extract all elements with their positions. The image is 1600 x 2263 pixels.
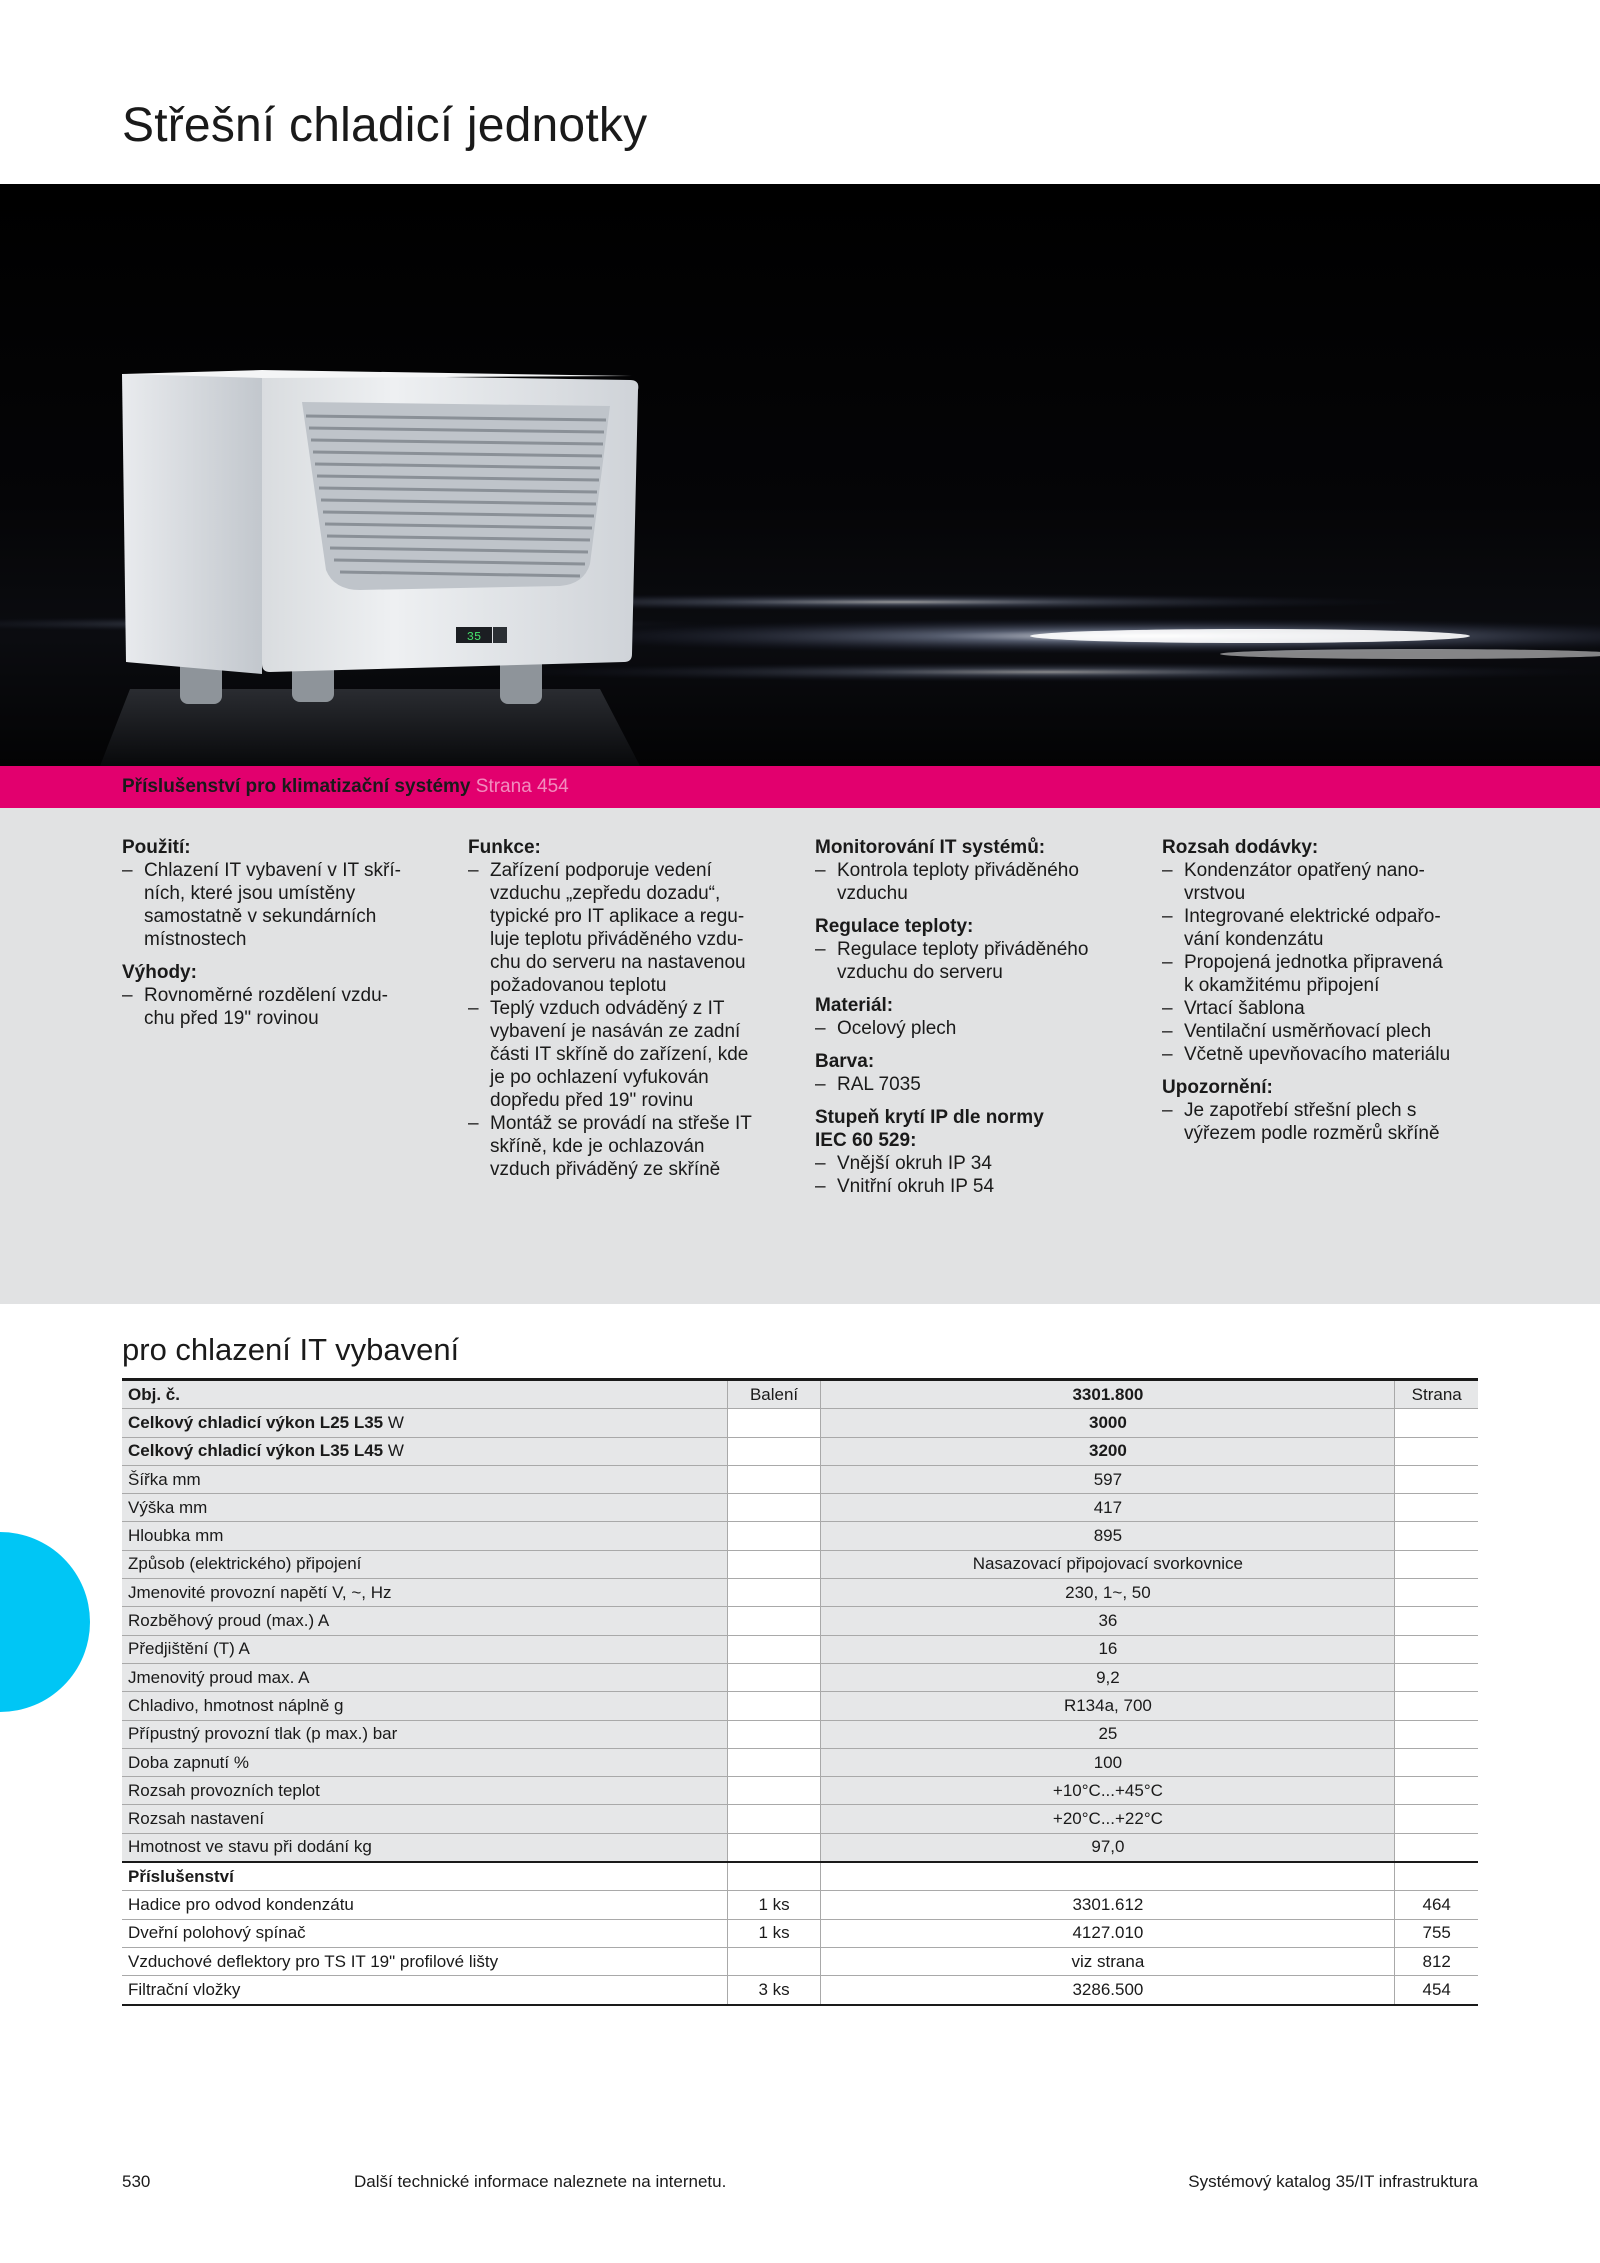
spec-row	[122, 1579, 1478, 1607]
spec-page	[1395, 1720, 1478, 1748]
spec-value: 895	[821, 1522, 1395, 1550]
spec-label-text: Chladivo, hmotnost náplně g	[128, 1695, 344, 1715]
spec-packaging	[727, 1663, 821, 1691]
info-heading: Regulace teploty:	[815, 916, 974, 937]
spec-page	[1395, 1777, 1478, 1805]
empty-cell	[1395, 1862, 1478, 1891]
spec-packaging	[727, 1748, 821, 1776]
spec-label	[122, 1720, 727, 1748]
spec-value: +20°C...+22°C	[821, 1805, 1395, 1833]
spec-label	[122, 1409, 727, 1437]
accessory-bar-page-ref[interactable]: Strana 454	[475, 776, 569, 797]
accessory-row	[122, 1947, 1478, 1975]
spec-label	[122, 1663, 727, 1691]
info-list-item: – Chlazení IT vybavení v IT skří- ních, které jsou umístěny samostatně v sekundárních místnostech	[122, 859, 442, 951]
accessory-page[interactable]: 464	[1395, 1891, 1478, 1919]
accessory-order-no: 4127.010	[821, 1919, 1395, 1947]
spec-page	[1395, 1833, 1478, 1862]
info-heading: Materiál:	[815, 995, 894, 1016]
info-list-item: – Kontrola teploty přiváděného vzduchu	[815, 859, 1135, 905]
info-heading: Barva:	[815, 1051, 875, 1072]
info-column-3	[815, 836, 1135, 1208]
spec-page	[1395, 1748, 1478, 1776]
info-group	[122, 836, 442, 951]
spec-packaging	[727, 1805, 821, 1833]
info-column-4	[1162, 836, 1482, 1155]
spec-value: 16	[821, 1635, 1395, 1663]
spec-page	[1395, 1550, 1478, 1578]
accessory-page[interactable]: 812	[1395, 1947, 1478, 1975]
spec-label	[122, 1579, 727, 1607]
table-header-row	[122, 1380, 1478, 1409]
header-packaging: Balení	[727, 1380, 821, 1409]
spec-label-text: Předjištění (T) A	[128, 1639, 250, 1659]
spec-row	[122, 1833, 1478, 1862]
spec-value: 597	[821, 1465, 1395, 1493]
accessory-row	[122, 1919, 1478, 1947]
info-list	[815, 1073, 1135, 1096]
spec-page	[1395, 1409, 1478, 1437]
feature-info-panel	[0, 808, 1600, 1304]
header-page: Strana	[1395, 1380, 1478, 1409]
info-group	[468, 836, 788, 1181]
spec-value: +10°C...+45°C	[821, 1777, 1395, 1805]
accessory-packaging	[727, 1947, 821, 1975]
spec-page	[1395, 1437, 1478, 1465]
spec-packaging	[727, 1409, 821, 1437]
info-list-item: – Regulace teploty přiváděného vzduchu do serveru	[815, 938, 1135, 984]
accessory-page[interactable]: 755	[1395, 1919, 1478, 1947]
info-list-item: – Integrované elektrické odpařo- vání kondenzátu	[1162, 905, 1482, 951]
spec-value: 9,2	[821, 1663, 1395, 1691]
info-group	[815, 994, 1135, 1040]
spec-row	[122, 1805, 1478, 1833]
info-list-item: – Zařízení podporuje vedení vzduchu „zepředu dozadu“, typické pro IT aplikace a regu- luje teplotu přiváděného vzdu- chu do serveru na nastavenou požadovanou teplotu	[468, 859, 788, 997]
info-list	[122, 984, 442, 1030]
accessory-packaging: 1 ks	[727, 1891, 821, 1919]
spec-label-text: Jmenovitý proud max. A	[128, 1667, 310, 1687]
spec-page	[1395, 1692, 1478, 1720]
spec-value: 97,0	[821, 1833, 1395, 1862]
info-heading: Upozornění:	[1162, 1077, 1273, 1098]
spec-packaging	[727, 1692, 821, 1720]
spec-packaging	[727, 1550, 821, 1578]
spec-label	[122, 1522, 727, 1550]
page-title: Střešní chladicí jednotky	[122, 99, 648, 152]
spec-row	[122, 1748, 1478, 1776]
spec-label	[122, 1805, 727, 1833]
spec-label-text: Výška mm	[128, 1497, 208, 1517]
spec-label	[122, 1465, 727, 1493]
info-list	[122, 859, 442, 951]
info-list-item: – Vnější okruh IP 34	[815, 1152, 1135, 1175]
info-heading: Stupeň krytí IP dle normy IEC 60 529:	[815, 1107, 1044, 1151]
spec-row	[122, 1465, 1478, 1493]
accessory-bar	[0, 766, 1600, 808]
info-column-2	[468, 836, 788, 1191]
accessory-name: Filtrační vložky	[122, 1976, 727, 2005]
spec-label	[122, 1437, 727, 1465]
accessory-name: Dveřní polohový spínač	[122, 1919, 727, 1947]
spec-value: 36	[821, 1607, 1395, 1635]
spec-row	[122, 1720, 1478, 1748]
spec-value: 3200	[821, 1437, 1395, 1465]
info-list-item: – Ventilační usměrňovací plech	[1162, 1020, 1482, 1043]
spec-label-text: Rozsah nastavení	[128, 1809, 265, 1829]
info-group	[815, 1106, 1135, 1198]
info-group	[815, 1050, 1135, 1096]
info-list-item: – Propojená jednotka připravená k okamžitému připojení	[1162, 951, 1482, 997]
spec-row	[122, 1607, 1478, 1635]
accessory-name: Hadice pro odvod kondenzátu	[122, 1891, 727, 1919]
spec-value: Nasazovací připojovací svorkovnice	[821, 1550, 1395, 1578]
accessory-order-no: 3286.500	[821, 1976, 1395, 2005]
spec-row	[122, 1494, 1478, 1522]
info-list-item: – Je zapotřebí střešní plech s výřezem podle rozměrů skříně	[1162, 1099, 1482, 1145]
spec-packaging	[727, 1833, 821, 1862]
spec-row	[122, 1777, 1478, 1805]
spec-label	[122, 1777, 727, 1805]
spec-value: 3000	[821, 1409, 1395, 1437]
info-list-item: – Montáž se provádí na střeše IT skříně, kde je ochlazován vzduch přiváděný ze skříně	[468, 1112, 788, 1181]
spec-packaging	[727, 1494, 821, 1522]
info-list-item: – Včetně upevňovacího materiálu	[1162, 1043, 1482, 1066]
spec-label-text: Přípustný provozní tlak (p max.) bar	[128, 1724, 398, 1744]
info-list-item: – Vnitřní okruh IP 54	[815, 1175, 1135, 1198]
spec-label-text: Doba zapnutí %	[128, 1752, 249, 1772]
accessory-name: Vzduchové deflektory pro TS IT 19" profilové lišty	[122, 1947, 727, 1975]
info-group	[122, 961, 442, 1030]
header-order-no: Obj. č.	[122, 1380, 727, 1409]
spec-label	[122, 1748, 727, 1776]
spec-label	[122, 1607, 727, 1635]
info-heading: Rozsah dodávky:	[1162, 837, 1319, 858]
info-list	[815, 938, 1135, 984]
product-photo	[0, 184, 1600, 766]
info-list-item: – Vrtací šablona	[1162, 997, 1482, 1020]
spec-page	[1395, 1579, 1478, 1607]
info-column-1	[122, 836, 442, 1040]
spec-row	[122, 1692, 1478, 1720]
spec-value: 230, 1~, 50	[821, 1579, 1395, 1607]
accessory-bar-label: Příslušenství pro klimatizační systémy	[122, 776, 471, 797]
info-list-item: – RAL 7035	[815, 1073, 1135, 1096]
info-group	[815, 836, 1135, 905]
info-group	[1162, 1076, 1482, 1145]
spec-label-text: Rozsah provozních teplot	[128, 1780, 320, 1800]
product-hero-image	[0, 184, 1600, 766]
info-heading: Výhody:	[122, 962, 197, 983]
accessory-row	[122, 1891, 1478, 1919]
spec-table	[122, 1378, 1478, 2006]
spec-packaging	[727, 1720, 821, 1748]
display-readout: 35	[466, 630, 482, 644]
spec-label	[122, 1692, 727, 1720]
spec-value: R134a, 700	[821, 1692, 1395, 1720]
spec-label	[122, 1494, 727, 1522]
spec-label-bold: Celkový chladicí výkon L25 L35	[128, 1412, 384, 1432]
info-list	[815, 1152, 1135, 1198]
spec-label-text: Šířka mm	[128, 1469, 201, 1489]
spec-label-text: Rozběhový proud (max.) A	[128, 1611, 330, 1631]
info-list-item: – Ocelový plech	[815, 1017, 1135, 1040]
spec-label-text: Hmotnost ve stavu při dodání kg	[128, 1837, 372, 1857]
empty-cell	[821, 1862, 1395, 1891]
spec-row	[122, 1635, 1478, 1663]
spec-page	[1395, 1805, 1478, 1833]
info-list-item: – Teplý vzduch odváděný z IT vybavení je nasáván ze zadní části IT skříně do zařízení, kde je po ochlazení vyfukován dopředu před 19" rovinu	[468, 997, 788, 1112]
accessory-row	[122, 1976, 1478, 2005]
spec-value: 100	[821, 1748, 1395, 1776]
accessory-order-no: viz strana	[821, 1947, 1395, 1975]
spec-label-text: Jmenovité provozní napětí V, ~, Hz	[128, 1582, 392, 1602]
spec-row	[122, 1663, 1478, 1691]
spec-packaging	[727, 1465, 821, 1493]
spec-row	[122, 1437, 1478, 1465]
empty-cell	[727, 1862, 821, 1891]
spec-row	[122, 1409, 1478, 1437]
footer-page-number: 530	[122, 2172, 151, 2191]
info-heading: Monitorování IT systémů:	[815, 837, 1046, 858]
spec-label-bold: Celkový chladicí výkon L35 L45	[128, 1441, 384, 1461]
spec-page	[1395, 1635, 1478, 1663]
spec-label-text: Způsob (elektrického) připojení	[128, 1554, 362, 1574]
info-list	[468, 859, 788, 1181]
spec-packaging	[727, 1607, 821, 1635]
spec-packaging	[727, 1635, 821, 1663]
accessories-header-row	[122, 1862, 1478, 1891]
info-group	[1162, 836, 1482, 1066]
info-list	[815, 859, 1135, 905]
info-list-item: – Rovnoměrné rozdělení vzdu- chu před 19" rovinou	[122, 984, 442, 1030]
accessory-order-no: 3301.612	[821, 1891, 1395, 1919]
spec-page	[1395, 1522, 1478, 1550]
info-group	[815, 915, 1135, 984]
spec-packaging	[727, 1522, 821, 1550]
footer-catalog: Systémový katalog 35/IT infrastruktura	[1188, 2172, 1478, 2191]
spec-value: 417	[821, 1494, 1395, 1522]
info-heading: Použití:	[122, 837, 191, 858]
spec-value: 25	[821, 1720, 1395, 1748]
spec-page	[1395, 1494, 1478, 1522]
spec-row	[122, 1550, 1478, 1578]
table-section-title: pro chlazení IT vybavení	[122, 1332, 460, 1367]
spec-label-text: W	[383, 1412, 404, 1432]
spec-row	[122, 1522, 1478, 1550]
accessory-packaging: 1 ks	[727, 1919, 821, 1947]
spec-label-text: W	[383, 1441, 404, 1461]
info-list	[1162, 1099, 1482, 1145]
accessories-label: Příslušenství	[122, 1862, 727, 1891]
info-heading: Funkce:	[468, 837, 541, 858]
header-model-number: 3301.800	[821, 1380, 1395, 1409]
accessory-page[interactable]: 454	[1395, 1976, 1478, 2005]
info-list-item: – Kondenzátor opatřený nano- vrstvou	[1162, 859, 1482, 905]
spec-label	[122, 1635, 727, 1663]
spec-label	[122, 1833, 727, 1862]
section-marker-tab	[0, 1532, 90, 1712]
info-list	[1162, 859, 1482, 1066]
spec-packaging	[727, 1437, 821, 1465]
spec-packaging	[727, 1777, 821, 1805]
spec-page	[1395, 1465, 1478, 1493]
accessory-packaging: 3 ks	[727, 1976, 821, 2005]
spec-packaging	[727, 1579, 821, 1607]
spec-label	[122, 1550, 727, 1578]
spec-page	[1395, 1663, 1478, 1691]
spec-label-text: Hloubka mm	[128, 1526, 224, 1546]
footer-note: Další technické informace naleznete na internetu.	[354, 2172, 727, 2191]
spec-page	[1395, 1607, 1478, 1635]
info-list	[815, 1017, 1135, 1040]
